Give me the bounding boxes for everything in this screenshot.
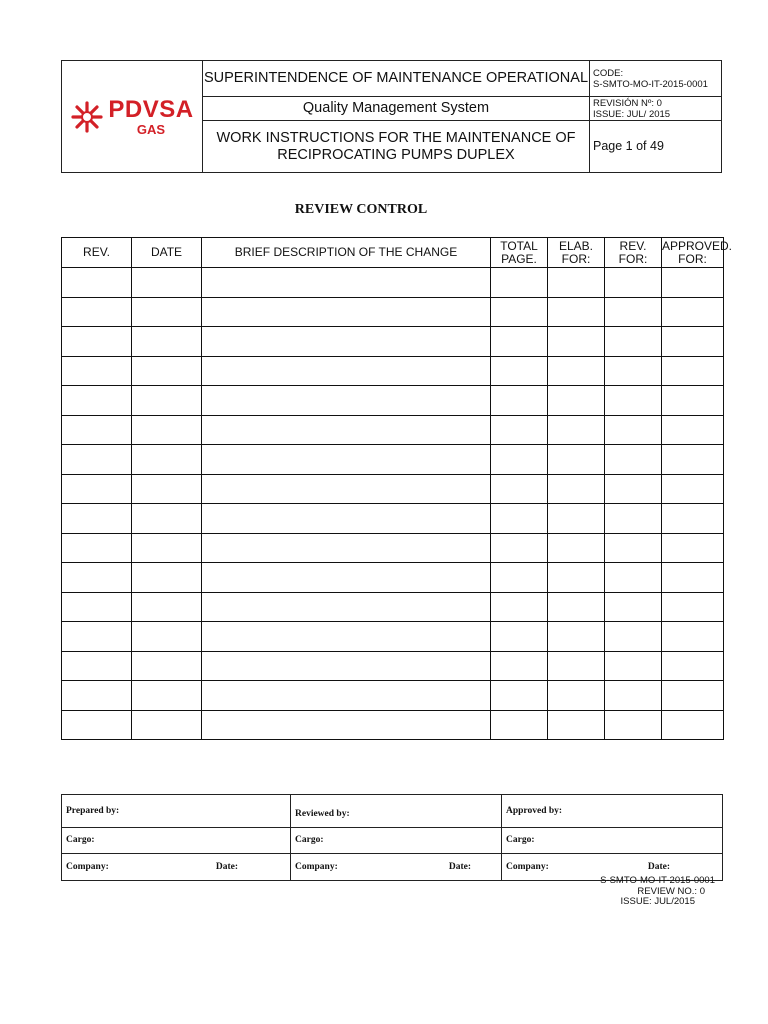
table-cell [202, 474, 491, 504]
table-cell [662, 533, 724, 563]
table-cell [491, 533, 548, 563]
table-cell [662, 592, 724, 622]
table-row [62, 415, 724, 445]
table-cell [662, 327, 724, 357]
company-date-cell [291, 854, 502, 881]
table-cell [491, 327, 548, 357]
table-cell [548, 533, 605, 563]
table-row [62, 651, 724, 681]
footer-issue: ISSUE: JUL/2015 [620, 896, 695, 907]
table-cell [62, 268, 132, 298]
table-row [62, 592, 724, 622]
table-cell [132, 681, 202, 711]
table-cell [605, 445, 662, 475]
table-cell [132, 592, 202, 622]
column-header: TOTAL PAGE. [491, 238, 548, 268]
table-cell [491, 386, 548, 416]
table-cell [491, 297, 548, 327]
revision-number: REVISIÓN Nº: 0 [593, 97, 662, 109]
table-cell [662, 268, 724, 298]
table-cell [132, 268, 202, 298]
table-row [62, 297, 724, 327]
logo-name: PDVSA [108, 95, 194, 123]
table-row [62, 504, 724, 534]
table-cell [605, 268, 662, 298]
review-control-title: REVIEW CONTROL [294, 202, 428, 217]
table-cell [62, 681, 132, 711]
superintendence-title: SUPERINTENDENCE OF MAINTENANCE OPERATIONAL [203, 61, 590, 97]
table-cell [202, 563, 491, 593]
table-cell [202, 592, 491, 622]
table-cell [548, 474, 605, 504]
table-cell [605, 651, 662, 681]
table-cell [491, 681, 548, 711]
table-cell [202, 651, 491, 681]
table-row [62, 622, 724, 652]
table-cell [132, 386, 202, 416]
table-row [62, 356, 724, 386]
company-label: Company: [506, 861, 549, 872]
pdvsa-sun-icon [70, 100, 104, 134]
column-header: REV. FOR: [605, 238, 662, 268]
date-label: Date: [215, 861, 238, 872]
table-cell [202, 681, 491, 711]
table-cell [491, 356, 548, 386]
table-cell [62, 415, 132, 445]
date-label: Date: [647, 861, 670, 872]
table-cell [548, 268, 605, 298]
table-cell [132, 356, 202, 386]
table-row [62, 445, 724, 475]
table-cell [548, 445, 605, 475]
prepared-by-label: Prepared by: [62, 795, 291, 828]
table-cell [202, 622, 491, 652]
table-cell [202, 504, 491, 534]
table-cell [62, 592, 132, 622]
review-control-table [61, 237, 733, 740]
table-cell [132, 651, 202, 681]
table-cell [62, 445, 132, 475]
table-cell [62, 651, 132, 681]
table-cell [132, 533, 202, 563]
table-cell [132, 504, 202, 534]
table-cell [62, 622, 132, 652]
table-row [62, 386, 724, 416]
table-row [62, 681, 724, 711]
table-header-row [62, 238, 724, 268]
signature-table [61, 794, 723, 881]
column-header: REV. [62, 238, 132, 268]
table-cell [491, 563, 548, 593]
table-cell [202, 445, 491, 475]
table-cell [548, 504, 605, 534]
table-cell [202, 710, 491, 740]
table-row [62, 327, 724, 357]
document-header [61, 60, 722, 173]
table-cell [491, 592, 548, 622]
table-row [62, 563, 724, 593]
column-header: ELAB. FOR: [548, 238, 605, 268]
company-date-cell [62, 854, 291, 881]
table-cell [605, 327, 662, 357]
footer-code: S-SMTO-MO-IT-2015-0001 [600, 875, 715, 886]
footer-review: REVIEW NO.: 0 [637, 885, 705, 897]
column-header: APPROVED. FOR: [662, 238, 733, 266]
table-cell [548, 297, 605, 327]
date-label: Date: [448, 861, 471, 872]
table-cell [605, 297, 662, 327]
table-cell [662, 356, 724, 386]
column-header: BRIEF DESCRIPTION OF THE CHANGE [202, 238, 491, 268]
revision-cell [590, 97, 722, 121]
table-cell [62, 710, 132, 740]
table-cell [605, 622, 662, 652]
table-cell [132, 710, 202, 740]
table-cell [132, 445, 202, 475]
table-cell [605, 504, 662, 534]
table-row [62, 474, 724, 504]
table-cell [605, 592, 662, 622]
table-cell [62, 297, 132, 327]
table-cell [62, 563, 132, 593]
table-cell [548, 356, 605, 386]
table-cell [662, 710, 724, 740]
pdvsa-logo [62, 95, 202, 137]
table-cell [548, 592, 605, 622]
table-cell [662, 651, 724, 681]
table-cell [662, 415, 724, 445]
table-cell [548, 710, 605, 740]
review-rows [62, 268, 724, 740]
page-number: Page 1 of 49 [590, 121, 722, 173]
table-cell [491, 504, 548, 534]
cargo-label: Cargo: [291, 827, 502, 854]
table-cell [132, 415, 202, 445]
table-cell [62, 474, 132, 504]
table-cell [202, 533, 491, 563]
table-cell [62, 533, 132, 563]
issue-date: ISSUE: JUL/ 2015 [593, 108, 671, 120]
table-cell [662, 681, 724, 711]
table-cell [62, 504, 132, 534]
table-cell [132, 327, 202, 357]
approved-by-label: Approved by: [502, 795, 723, 828]
table-cell [202, 268, 491, 298]
table-cell [605, 386, 662, 416]
code-value: S-SMTO-MO-IT-2015-0001 [593, 78, 708, 90]
table-cell [548, 681, 605, 711]
table-cell [548, 622, 605, 652]
table-cell [605, 563, 662, 593]
table-cell [202, 415, 491, 445]
table-cell [202, 327, 491, 357]
table-cell [605, 356, 662, 386]
quality-system: Quality Management System [203, 97, 590, 121]
document-footer [600, 876, 715, 908]
table-cell [491, 415, 548, 445]
table-cell [132, 474, 202, 504]
table-cell [662, 297, 724, 327]
table-cell [605, 710, 662, 740]
table-cell [605, 533, 662, 563]
table-row [62, 533, 724, 563]
table-cell [202, 356, 491, 386]
table-cell [548, 415, 605, 445]
code-cell [590, 61, 722, 97]
table-cell [662, 386, 724, 416]
table-cell [62, 356, 132, 386]
table-cell [605, 415, 662, 445]
table-cell [548, 563, 605, 593]
table-cell [605, 681, 662, 711]
table-cell [662, 563, 724, 593]
table-cell [548, 651, 605, 681]
table-cell [662, 445, 724, 475]
logo-sub: GAS [136, 121, 166, 137]
table-cell [132, 297, 202, 327]
table-cell [548, 327, 605, 357]
cargo-label: Cargo: [502, 827, 723, 854]
table-cell [605, 474, 662, 504]
table-cell [62, 327, 132, 357]
table-cell [491, 710, 548, 740]
table-cell [132, 563, 202, 593]
table-row [62, 710, 724, 740]
reviewed-by-label: Reviewed by: [291, 795, 502, 828]
code-label: CODE: [593, 67, 624, 79]
table-cell [132, 622, 202, 652]
company-label: Company: [295, 861, 338, 872]
table-cell [662, 504, 724, 534]
table-cell [662, 622, 724, 652]
column-header: DATE [132, 238, 202, 268]
table-cell [491, 268, 548, 298]
table-cell [62, 386, 132, 416]
table-cell [491, 651, 548, 681]
document-title: WORK INSTRUCTIONS FOR THE MAINTENANCE OF RECIPROCATING PUMPS DUPLEX [203, 121, 590, 173]
table-row [62, 268, 724, 298]
table-cell [548, 386, 605, 416]
table-cell [491, 445, 548, 475]
logo-cell [62, 61, 203, 173]
table-cell [662, 474, 724, 504]
cargo-label: Cargo: [62, 827, 291, 854]
company-label: Company: [66, 861, 109, 872]
table-cell [491, 622, 548, 652]
table-cell [202, 297, 491, 327]
table-cell [202, 386, 491, 416]
table-cell [491, 474, 548, 504]
